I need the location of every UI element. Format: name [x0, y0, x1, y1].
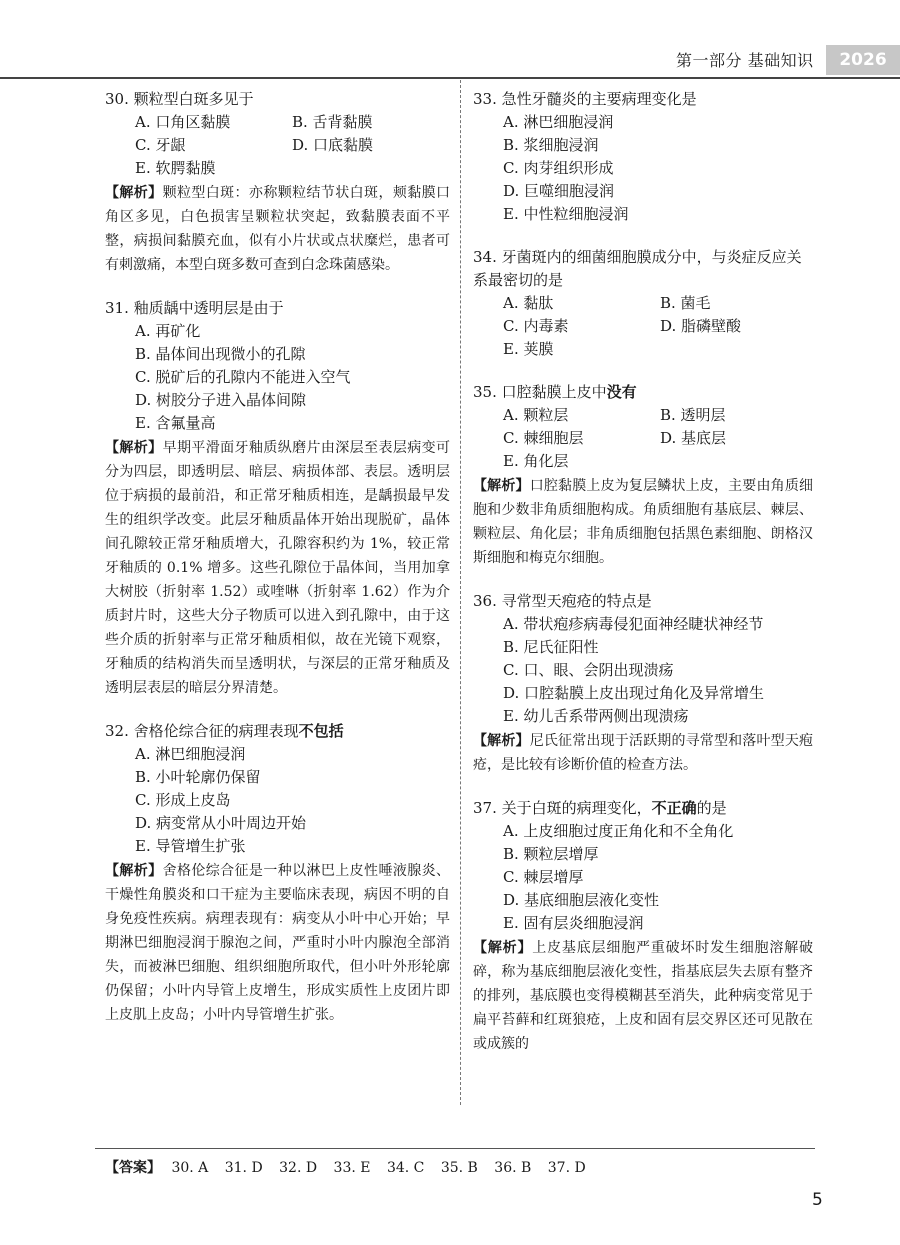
option-e: E. 含氟量高 — [135, 414, 216, 432]
option-c: C. 内毒素 — [503, 317, 569, 335]
options — [503, 613, 813, 728]
answer-item: 36. B — [494, 1160, 532, 1176]
stem-emphasis: 不包括 — [298, 722, 344, 740]
option-c: C. 形成上皮岛 — [135, 791, 231, 809]
option-e: E. 固有层炎细胞浸润 — [503, 914, 644, 932]
analysis — [105, 859, 450, 1027]
option-b: B. 尼氏征阳性 — [503, 638, 599, 656]
option-c: C. 口、眼、会阴出现溃疡 — [503, 661, 674, 679]
question-stem: 36. 寻常型天疱疮的特点是 — [473, 592, 652, 610]
section-header: 第一部分 基础知识 — [676, 51, 814, 70]
options — [135, 111, 450, 180]
left-column — [105, 88, 450, 1047]
analysis-text: 颗粒型白斑：亦称颗粒结节状白斑，颊黏膜口角区多见，白色损害呈颗粒状突起，致黏膜表面不平整，病损间黏膜充血，似有小片状或点状糜烂，患者可有刺激痛，本型白斑多数可查到白念珠菌感染。 — [105, 185, 451, 273]
option-b: B. 菌毛 — [660, 294, 711, 312]
analysis — [473, 729, 813, 777]
answer-item: 35. B — [440, 1160, 478, 1176]
option-c: C. 棘细胞层 — [503, 429, 584, 447]
option-b: B. 小叶轮廓仍保留 — [135, 768, 261, 786]
option-b: B. 晶体间出现微小的孔隙 — [135, 345, 306, 363]
question-36 — [473, 590, 813, 777]
question-stem: 34. 牙菌斑内的细菌细胞膜成分中，与炎症反应关系最密切的是 — [473, 248, 802, 289]
stem-text: 37. 关于白斑的病理变化， — [473, 799, 652, 817]
analysis-tag: 【解析】 — [473, 478, 530, 494]
analysis — [105, 181, 450, 277]
analysis — [473, 474, 813, 570]
analysis-tag: 【解析】 — [473, 733, 530, 749]
question-37 — [473, 797, 813, 1056]
analysis-text: 早期平滑面牙釉质纵磨片由深层至表层病变可分为四层，即透明层、暗层、病损体部、表层。透明层位于病损的最前沿，和正常牙釉质相连，是龋损最早发生的组织学改变。此层牙釉质晶体开始出现脱矿，晶体间孔隙较正常牙釉质增大，孔隙容积约为 1%，较正常牙釉质的 0.1% 增多。这些孔隙位于晶体间，当用加拿大树胶（折射率 1.52）或喹啉（折射率 1.62）作为介质封片时，这些大分子物质可以进入到孔隙中，由于这些介质的折射率与正常牙釉质相似，故在光镜下观察，牙釉质的结构消失而呈透明状，与深层的正常牙釉质及透明层表层的暗层分界清楚。 — [105, 440, 451, 696]
option-c: C. 棘层增厚 — [503, 868, 584, 886]
option-d: D. 基底层 — [660, 429, 727, 447]
answer-item: 34. C — [386, 1160, 425, 1176]
question-33 — [473, 88, 813, 226]
header-rule — [0, 77, 900, 79]
answer-key-label: 【答案】 — [105, 1160, 161, 1176]
option-c: C. 脱矿后的孔隙内不能进入空气 — [135, 368, 351, 386]
analysis-text: 上皮基底层细胞严重破坏时发生细胞溶解破碎，称为基底细胞层液化变性，指基底层失去原有整齐的排列，基底膜也变得模糊甚至消失，此种病变常见于扁平苔藓和红斑狼疮，上皮和固有层交界区还可见散在或成簇的 — [473, 940, 814, 1052]
option-a: A. 黏肽 — [503, 294, 554, 312]
option-a: A. 口角区黏膜 — [135, 113, 231, 131]
stem-text: 32. 舍格伦综合征的病理表现 — [105, 722, 299, 740]
analysis-text: 口腔黏膜上皮为复层鳞状上皮，主要由角质细胞和少数非角质细胞构成。角质细胞有基底层、棘层、颗粒层、角化层；非角质细胞包括黑色素细胞、朗格汉斯细胞和梅克尔细胞。 — [473, 478, 814, 566]
option-a: A. 淋巴细胞浸润 — [503, 113, 614, 131]
options — [503, 404, 813, 473]
answer-item: 33. E — [333, 1160, 371, 1176]
stem-text: 35. 口腔黏膜上皮中 — [473, 383, 607, 401]
option-c: C. 牙龈 — [135, 136, 186, 154]
option-b: B. 颗粒层增厚 — [503, 845, 599, 863]
option-a: A. 上皮细胞过度正角化和不全角化 — [503, 822, 734, 840]
stem-emphasis: 不正确 — [651, 799, 697, 817]
question-stem — [105, 720, 450, 743]
analysis-tag: 【解析】 — [473, 940, 533, 956]
answer-item: 37. D — [547, 1160, 586, 1176]
option-a: A. 再矿化 — [135, 322, 201, 340]
analysis-text: 舍格伦综合征是一种以淋巴上皮性唾液腺炎、干燥性角膜炎和口干症为主要临床表现，病因不明的自身免疫性疾病。病理表现有：病变从小叶中心开始；早期淋巴细胞浸润于腺泡之间，严重时小叶内腺泡全部消失，而被淋巴细胞、组织细胞所取代，但小叶外形轮廓仍保留；小叶内导管上皮增生，形成实质性上皮团片即上皮肌上皮岛；小叶内导管增生扩张。 — [105, 863, 451, 1023]
footer-rule — [95, 1148, 815, 1149]
option-e: E. 中性粒细胞浸润 — [503, 205, 629, 223]
options — [503, 111, 813, 226]
option-d: D. 脂磷壁酸 — [660, 317, 742, 335]
option-e: E. 导管增生扩张 — [135, 837, 246, 855]
question-32 — [105, 720, 450, 1027]
options — [503, 292, 813, 361]
answer-item: 32. D — [279, 1160, 318, 1176]
page-number: 5 — [812, 1190, 823, 1210]
option-d: D. 口底黏膜 — [292, 136, 374, 154]
right-column — [473, 88, 813, 1076]
question-31 — [105, 297, 450, 700]
analysis-tag: 【解析】 — [105, 863, 163, 879]
options — [503, 820, 813, 935]
option-c: C. 肉芽组织形成 — [503, 159, 614, 177]
option-a: A. 淋巴细胞浸润 — [135, 745, 246, 763]
answer-key — [105, 1157, 598, 1177]
column-divider — [460, 80, 461, 1105]
option-b: B. 透明层 — [660, 406, 726, 424]
option-d: D. 基底细胞层液化变性 — [503, 891, 660, 909]
question-35 — [473, 381, 813, 570]
question-stem: 30. 颗粒型白斑多见于 — [105, 90, 254, 108]
analysis — [473, 936, 813, 1056]
option-b: B. 舌背黏膜 — [292, 113, 373, 131]
options — [135, 743, 450, 858]
year-badge: 2026 — [826, 45, 900, 75]
stem-emphasis: 没有 — [606, 383, 637, 401]
analysis — [105, 436, 450, 700]
answer-item: 30. A — [171, 1160, 209, 1176]
analysis-tag: 【解析】 — [105, 185, 163, 201]
question-stem: 33. 急性牙髓炎的主要病理变化是 — [473, 90, 697, 108]
question-stem — [473, 381, 813, 404]
analysis-tag: 【解析】 — [105, 440, 163, 456]
analysis-text: 尼氏征常出现于活跃期的寻常型和落叶型天疱疮，是比较有诊断价值的检查方法。 — [473, 733, 814, 773]
option-b: B. 浆细胞浸润 — [503, 136, 599, 154]
option-a: A. 颗粒层 — [503, 406, 569, 424]
question-stem — [473, 797, 813, 820]
option-d: D. 树胶分子进入晶体间隙 — [135, 391, 307, 409]
options — [135, 320, 450, 435]
option-e: E. 荚膜 — [503, 340, 554, 358]
question-34 — [473, 246, 813, 361]
option-e: E. 软腭黏膜 — [135, 159, 216, 177]
question-stem: 31. 釉质龋中透明层是由于 — [105, 299, 284, 317]
option-d: D. 口腔黏膜上皮出现过角化及异常增生 — [503, 684, 765, 702]
option-d: D. 病变常从小叶周边开始 — [135, 814, 307, 832]
answer-item: 31. D — [224, 1160, 263, 1176]
option-e: E. 幼儿舌系带两侧出现溃疡 — [503, 707, 689, 725]
option-d: D. 巨噬细胞浸润 — [503, 182, 615, 200]
stem-text-end: 的是 — [696, 799, 727, 817]
option-a: A. 带状疱疹病毒侵犯面神经睫状神经节 — [503, 615, 764, 633]
option-e: E. 角化层 — [503, 452, 569, 470]
question-30 — [105, 88, 450, 277]
